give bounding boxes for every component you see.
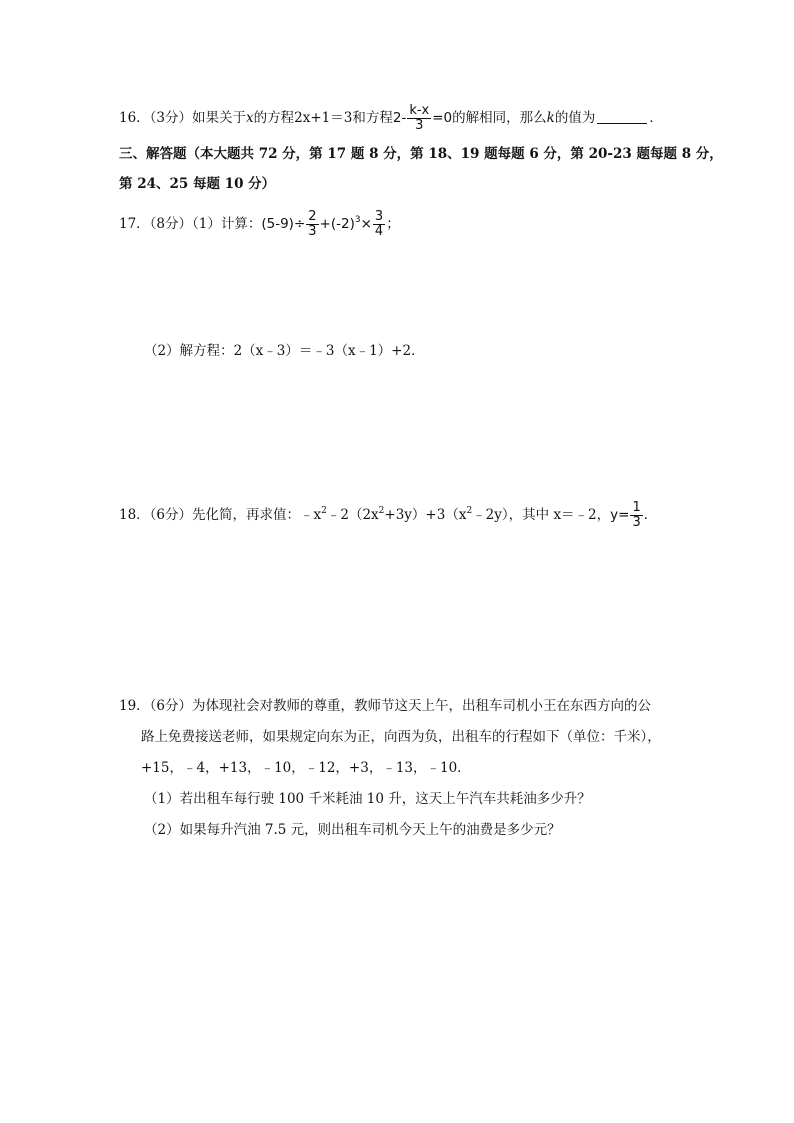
q18-y-prefix: y= [610,507,630,523]
q16-text-4: 的值为 [554,110,596,126]
q18-mid-3: ﹣2y），其中 x＝﹣2， [472,507,611,523]
q17-fraction-1-numerator: 2 [308,209,317,224]
q16-eq2-prefix: 2- [392,110,407,126]
question-19-line-1: 19．（6分）为体现社会对教师的尊重，教师节这天上午，出租车司机小王在东西方向的公 [119,698,652,714]
q16-fraction [407,104,431,133]
question-17-part-1 [119,210,400,239]
q18-mid-1: ﹣2（2x [326,507,379,523]
q18-end: ． [643,507,658,523]
q18-sup-3: 2 [466,506,473,516]
q16-fraction-numerator: k-x [409,103,430,118]
question-17-part-2: （2）解方程：2（x﹣3）＝﹣3（x﹣1）+2． [144,343,425,359]
q16-var-x: x [246,110,254,126]
q18-fraction-numerator: 1 [632,500,641,515]
q16-answer-blank[interactable] [597,109,647,124]
question-19-line-3: +15，﹣4，+13，﹣10，﹣12，+3，﹣13，﹣10． [141,760,471,776]
q16-var-k: k [546,110,555,126]
q18-fraction-denominator: 3 [632,515,641,530]
q16-eq2-suffix: =0 [432,110,453,126]
q17-number: 17．（8分）（1）计算： [119,216,262,232]
q18-fraction [630,501,642,530]
q16-number: 16．（3分）如果关于 [119,110,247,126]
q17-end: ； [386,216,400,232]
q16-fraction-denominator: 3 [415,118,424,133]
question-16 [119,104,663,133]
q16-text-1: 的方程 [253,110,295,126]
q16-end: ． [649,110,663,126]
question-19-part-2: （2）如果每升汽油 7.5 元，则出租车司机今天上午的油费是多少元？ [144,822,561,838]
q17-fraction-1 [306,210,318,239]
q17-fraction-2 [373,210,385,239]
q18-number: 18．（6分）先化简，再求值：﹣x [119,507,322,523]
question-19-line-2: 路上免费接送老师，如果规定向东为正，向西为负，出租车的行程如下（单位：千米）， [141,729,661,745]
q17-expr-b: +(-2) [319,216,355,232]
section-3-heading-line-2: 第 24、25 每题 10 分） [119,176,276,192]
section-3-heading-line-1: 三、解答题（本大题共 72 分，第 17 题 8 分，第 18、19 题每题 6 分，第 20-23 题每题 8 分， [119,146,723,162]
q16-text-3: 的解相同，那么 [452,110,547,126]
q18-sup-1: 2 [321,506,327,516]
q17-fraction-2-numerator: 3 [374,209,384,224]
q17-times: × [360,216,372,232]
q17-fraction-1-denominator: 3 [308,224,317,239]
q16-equation-1: 2x+1＝3 [294,110,353,126]
question-18 [119,501,657,530]
q18-sup-2: 2 [378,506,385,516]
q16-text-2: 和方程 [352,110,393,126]
question-19-part-1: （1）若出租车每行驶 100 千米耗油 10 升，这天上午汽车共耗油多少升？ [144,791,591,807]
q17-exponent: 3 [354,215,361,225]
q17-fraction-2-denominator: 4 [374,224,384,239]
q17-expr-a: (5-9)÷ [261,216,306,232]
q18-mid-2: +3y）+3（x [384,507,467,523]
